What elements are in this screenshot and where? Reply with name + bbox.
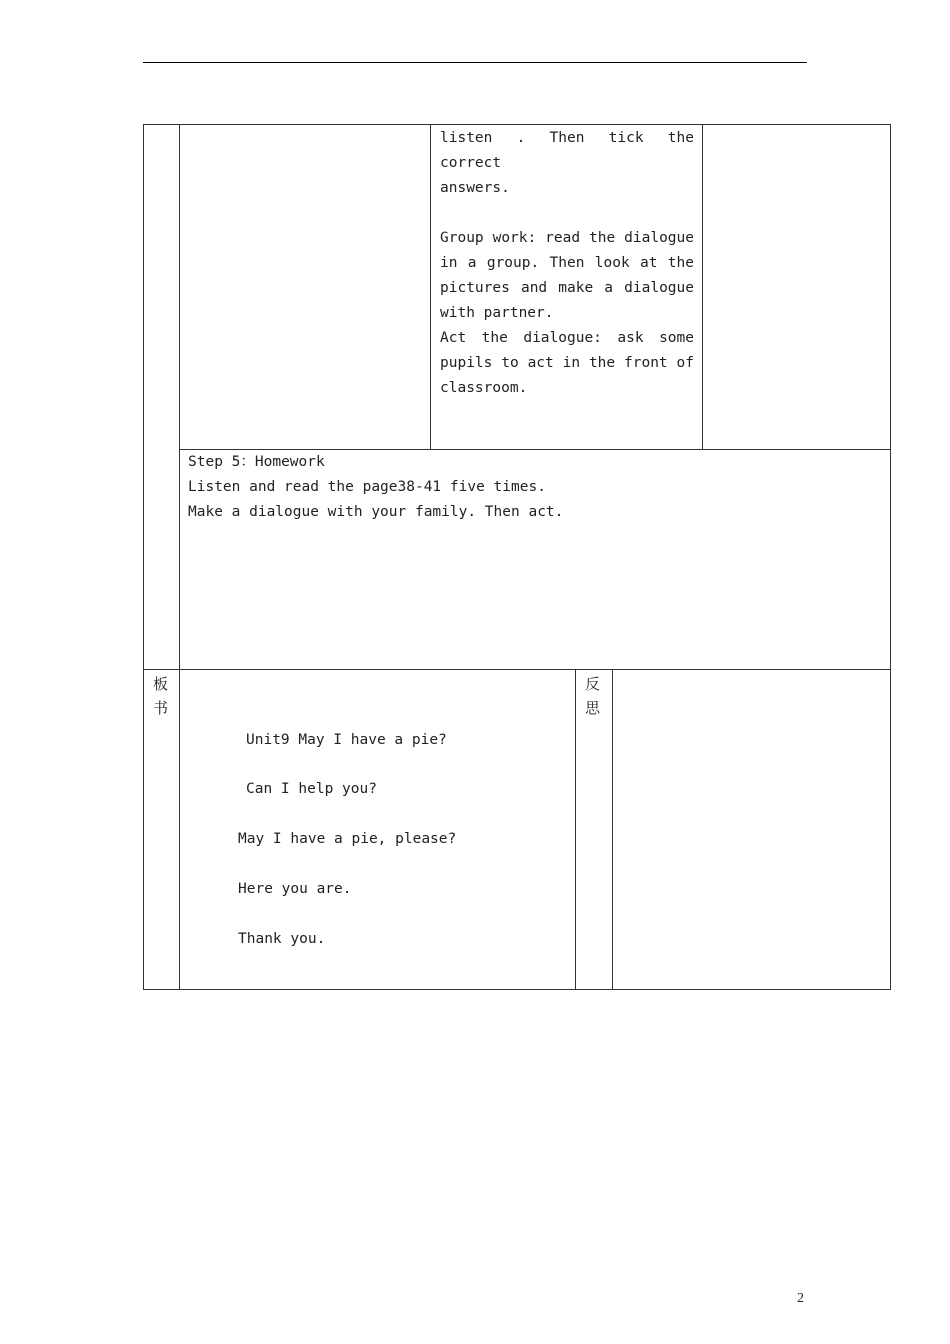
activity-line: listen . Then tick the correct xyxy=(440,130,694,171)
activity-text xyxy=(440,126,694,401)
reflection-label: 反思 xyxy=(585,675,601,717)
board-line-3: Here you are. xyxy=(238,881,352,897)
reflection-content-cell xyxy=(612,669,891,990)
homework-line-1: Listen and read the page38-41 five times. xyxy=(188,479,546,495)
left-label-column xyxy=(143,124,180,670)
activity-line: pictures and make a dialogue xyxy=(440,280,694,296)
activity-line: Group work: read the dialogue xyxy=(440,230,694,246)
activity-line: Act the dialogue: ask some xyxy=(440,330,694,346)
activity-line: in a group. Then look at the xyxy=(440,255,694,271)
page-number: 2 xyxy=(797,1291,804,1306)
activity-line: pupils to act in the front of xyxy=(440,355,694,371)
header-rule xyxy=(143,62,807,63)
board-title: Unit9 May I have a pie? xyxy=(246,732,447,748)
board-line-2: May I have a pie, please? xyxy=(238,831,457,847)
content-cell-blank xyxy=(179,124,431,450)
notes-cell xyxy=(702,124,891,450)
board-line-4: Thank you. xyxy=(238,931,326,947)
activity-line: answers. xyxy=(440,180,510,196)
board-line-1: Can I help you? xyxy=(246,781,377,797)
activity-line: with partner. xyxy=(440,305,554,321)
activity-line xyxy=(440,201,694,226)
activity-line: classroom. xyxy=(440,380,528,396)
board-label: 板书 xyxy=(153,675,169,717)
homework-line-2: Make a dialogue with your family. Then act. xyxy=(188,504,564,520)
homework-step-title: Step 5：Homework xyxy=(188,454,325,470)
